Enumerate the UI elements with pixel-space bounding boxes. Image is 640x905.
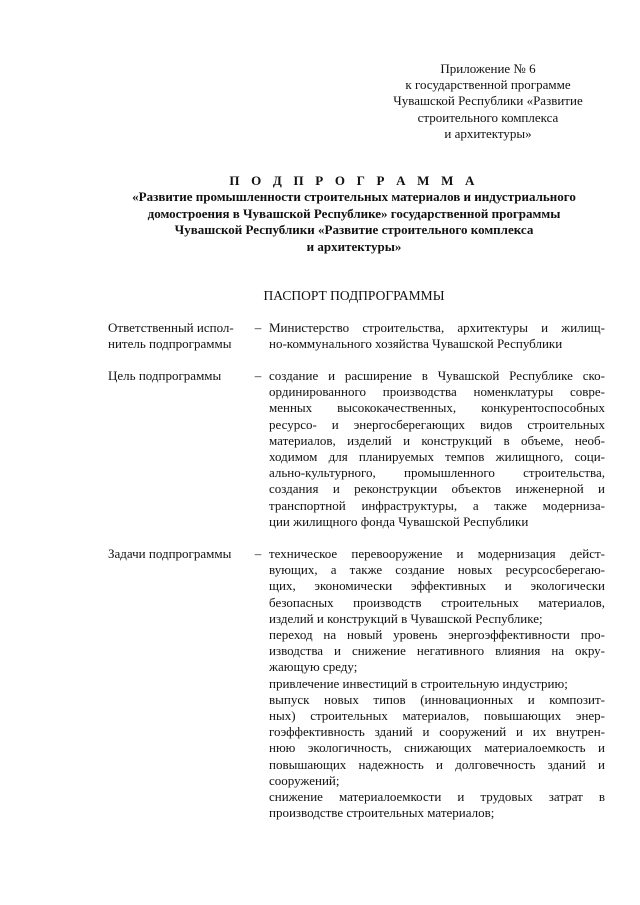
row-value-line: безопасных производств строительных материалов,: [269, 594, 605, 610]
row-value-line: техническое перевооружение и модернизация дейст-: [269, 546, 605, 561]
row-value: [269, 546, 605, 821]
row-value-line: создания и реконструкции объектов инженерной и: [269, 481, 605, 497]
row-value-line: переход на новый уровень энергоэффективности про-: [269, 627, 605, 643]
row-value-line: гоэффективность зданий и сооружений и их внутрен-: [269, 724, 605, 740]
row-value-line: транспортной инфраструктуры, а также модерниза-: [269, 497, 605, 513]
row-value-line: создание и расширение в Чувашской Республике ско-: [269, 368, 605, 383]
passport-row-tasks: [108, 546, 608, 826]
subprogram-title-line: Чувашской Республики «Развитие строительного комплекса: [174, 222, 534, 238]
subprogram-title: [100, 173, 608, 255]
appendix-line: и архитектуры»: [444, 125, 532, 141]
row-value-line: но-коммунального хозяйства Чувашской Республики: [269, 336, 563, 352]
passport-row-goal: [108, 368, 608, 532]
row-label-line: Задачи подпрограммы: [108, 546, 232, 561]
subprogram-title-line: домостроения в Чувашской Республике» государственной программы: [147, 205, 561, 221]
passport-row-executor: [108, 320, 608, 354]
row-value-line: привлечение инвестиций в строительную индустрию;: [269, 675, 568, 691]
row-value-line: повышающих надежность и долговечность зданий и: [269, 756, 605, 772]
subprogram-heading: П О Д П Р О Г Р А М М А: [229, 173, 479, 188]
row-value-line: ресурсо- и энергосберегающих видов строительных: [269, 416, 605, 432]
row-value-line: ходимом для планируемых темпов жилищного, соци-: [269, 449, 605, 465]
row-dash: –: [254, 368, 262, 383]
row-value-line: менных высококачественных, конкурентоспособных: [269, 400, 605, 416]
subprogram-title-line: и архитектуры»: [306, 238, 402, 254]
appendix-line: строительного комплекса: [417, 109, 559, 125]
row-value-line: Министерство строительства, архитектуры и жилищ-: [269, 320, 605, 335]
appendix-line: Чувашской Республики «Развитие: [393, 93, 583, 109]
appendix-line: Приложение № 6: [440, 61, 536, 76]
row-value-line: вующих, а также создание новых ресурсосберегаю-: [269, 562, 605, 578]
row-value: [269, 320, 605, 352]
row-value-line: сооружений;: [269, 772, 340, 788]
passport-title: ПАСПОРТ ПОДПРОГРАММЫ: [263, 288, 445, 303]
row-label: [108, 320, 248, 352]
row-value-line: изводства и снижение негативного влияния на окру-: [269, 643, 605, 659]
appendix-note: [372, 61, 604, 142]
row-value: [269, 368, 605, 530]
row-value-line: выпуск новых типов (инновационных и композит-: [269, 691, 605, 707]
row-value-line: изделий и конструкций в Чувашской Республике;: [269, 610, 543, 626]
row-dash: –: [254, 546, 262, 561]
row-label: [108, 546, 248, 562]
row-value-line: производстве строительных материалов;: [269, 805, 495, 821]
row-value-line: щих, экономически эффективных и экологически: [269, 578, 605, 594]
row-label: [108, 368, 248, 384]
subprogram-title-line: «Развитие промышленности строительных материалов и индустриального: [132, 189, 576, 205]
row-value-line: снижение материалоемкости и трудовых затрат в: [269, 789, 605, 805]
row-label-line: нитель подпрограммы: [108, 336, 232, 352]
row-value-line: ординированного производства номенклатуры совре-: [269, 384, 605, 400]
row-value-line: материалов, изделий и конструкций в объеме, необ-: [269, 432, 605, 448]
row-value-line: нюю экологичность, снижающих материалоемкость и: [269, 740, 605, 756]
row-label-line: Ответственный испол-: [108, 320, 234, 335]
row-value-line: ных) строительных материалов, повышающих энер-: [269, 708, 605, 724]
row-value-line: ции жилищного фонда Чувашской Республики: [269, 513, 529, 529]
row-value-line: ально-культурного, промышленного строительства,: [269, 465, 605, 481]
row-label-line: Цель подпрограммы: [108, 368, 222, 383]
appendix-line: к государственной программе: [405, 77, 571, 93]
row-value-line: жающую среду;: [269, 659, 358, 675]
row-dash: –: [254, 320, 262, 335]
